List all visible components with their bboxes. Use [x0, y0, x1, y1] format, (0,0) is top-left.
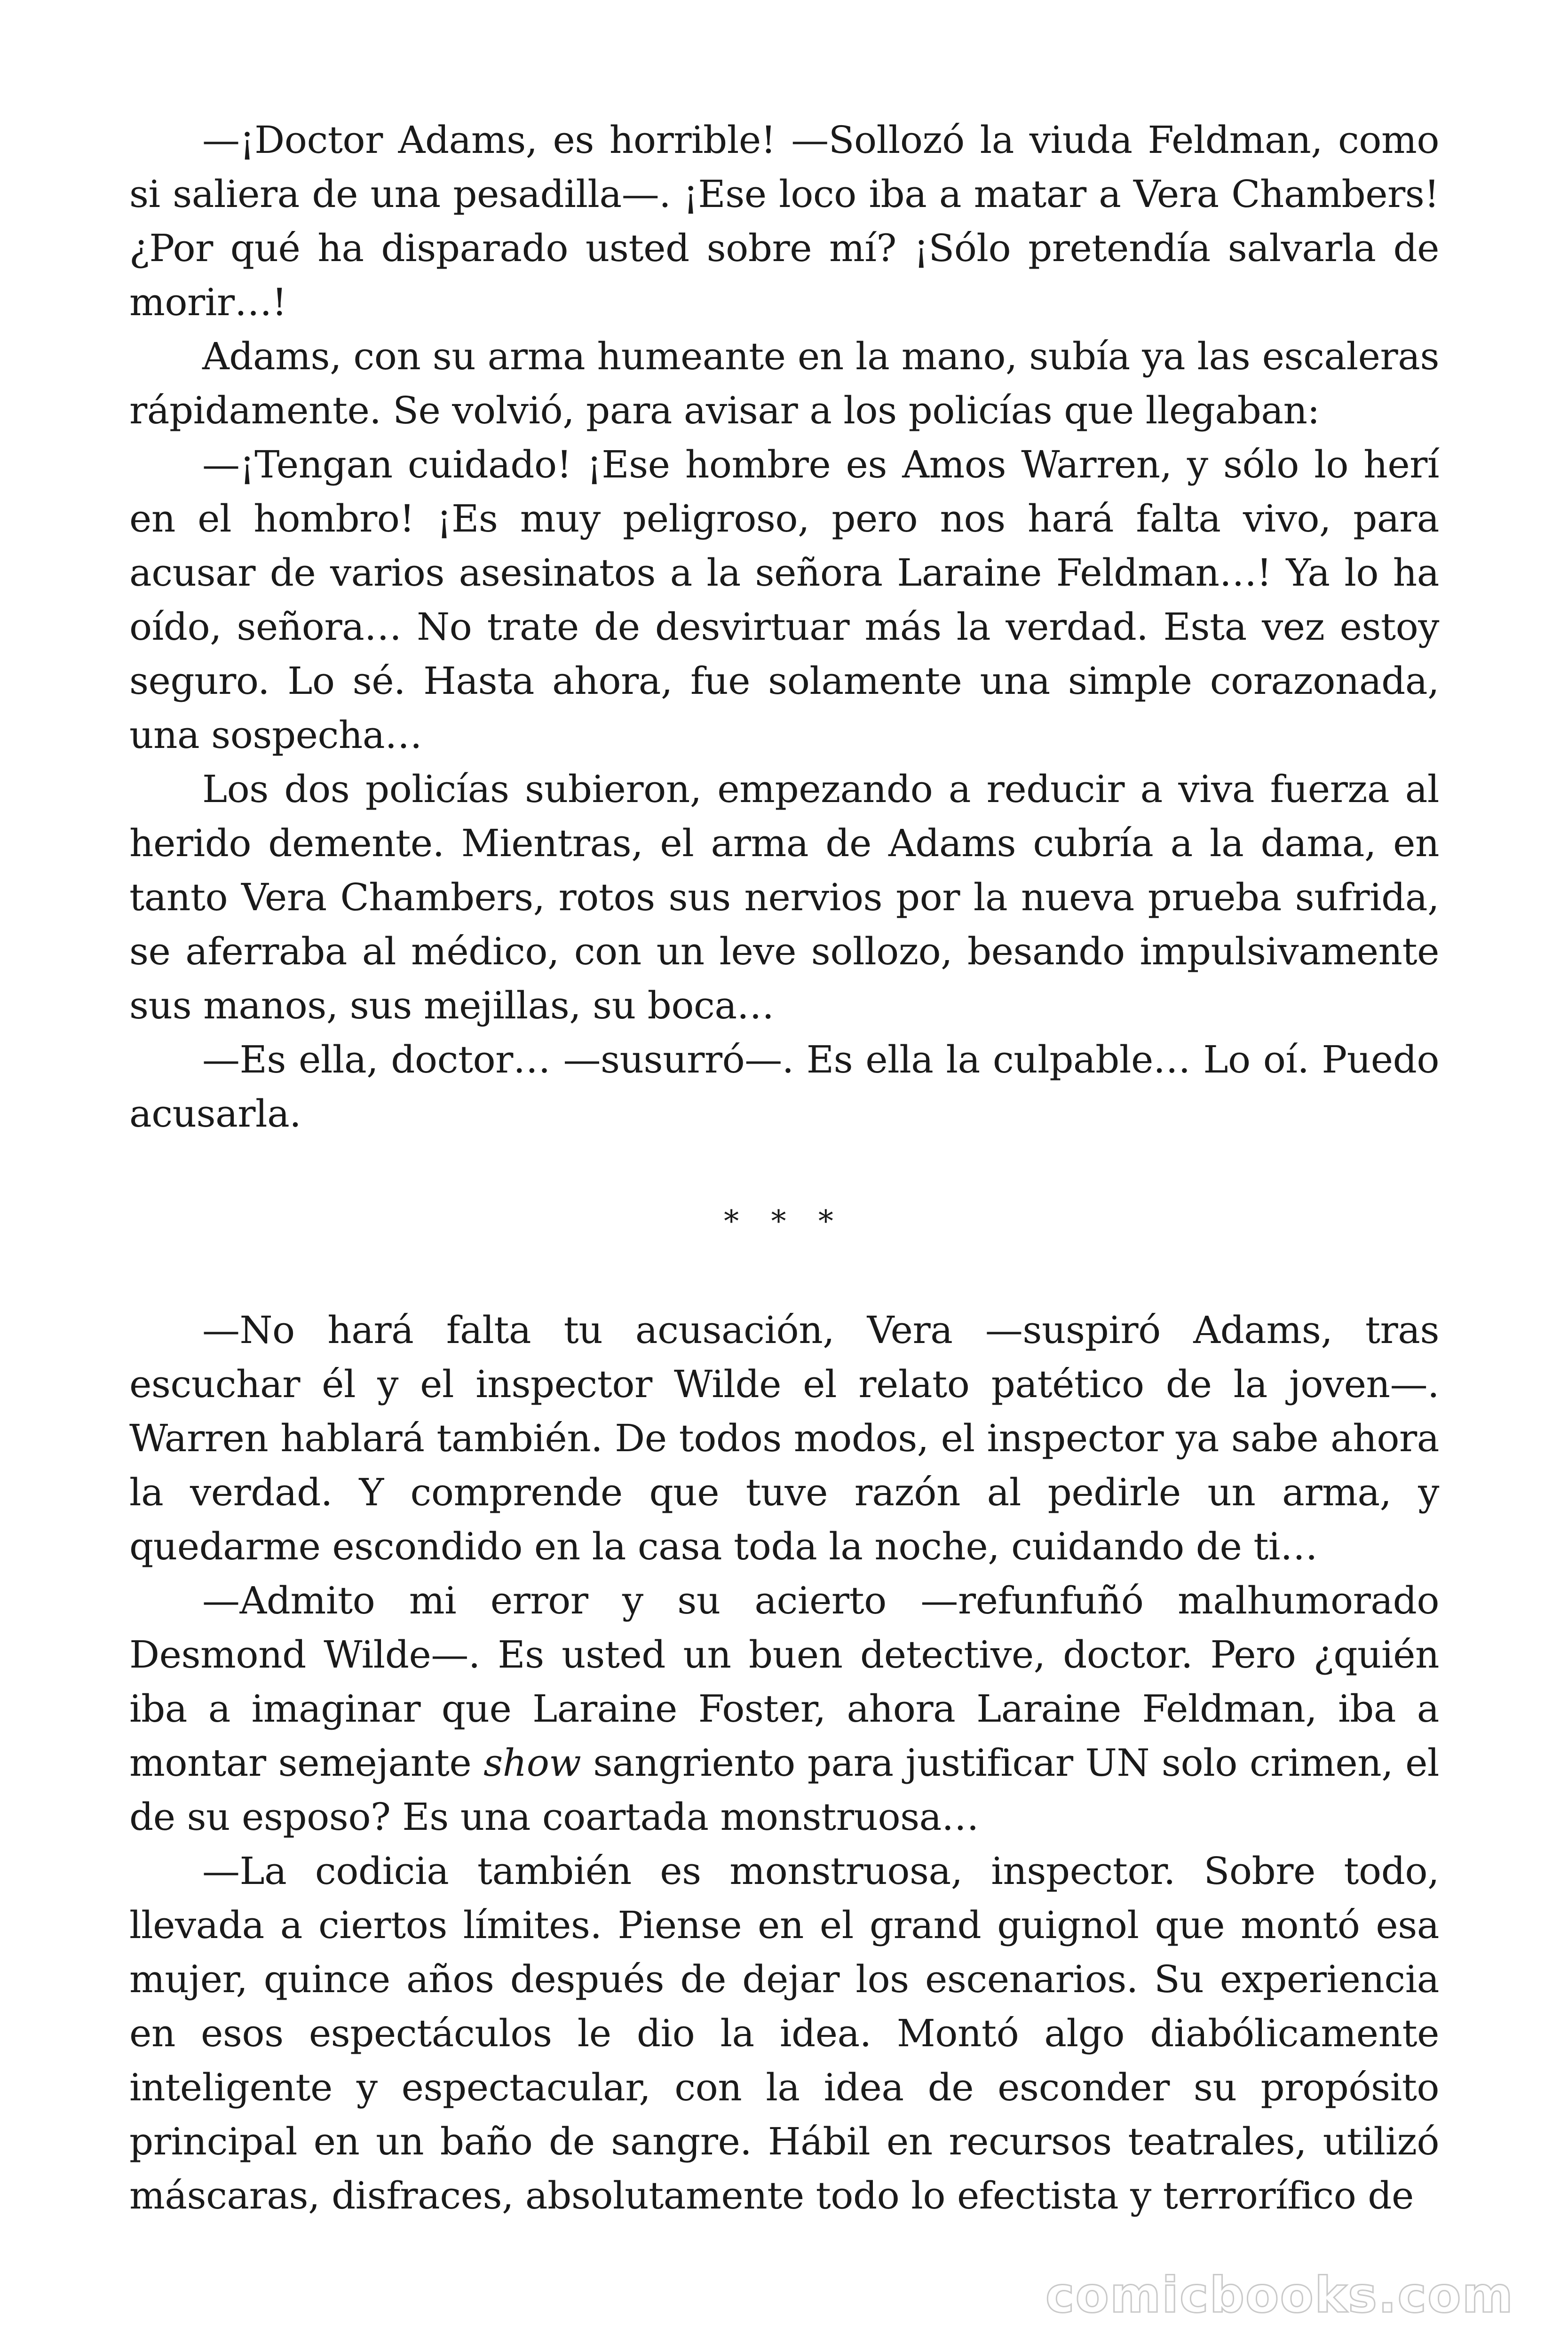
watermark-logo: comicbooks.com [1045, 2266, 1514, 2324]
paragraph-text: —¡Doctor Adams, es horrible! —Sollozó la viuda Feldman, como si saliera de una pesadilla—. ¡Ese loco iba a matar a Vera Chambers! ¿Por qué ha disparado usted sobre mí? ¡Sólo pretendía salvarla de morir…! [129, 118, 1439, 324]
book-page [129, 113, 1439, 2223]
paragraph-text: —La codicia también es monstruosa, inspector. Sobre todo, llevada a ciertos límites. Piense en el grand guignol que montó esa mujer, quince años después de dejar los escenarios. Su experiencia en esos espectáculos le dio la idea. Montó algo diabólicamente inteligente y espectacular, con la idea de esconder su propósito principal en un baño de sangre. Hábil en recursos teatrales, utilizó máscaras, disfraces, absolutamente todo lo efectista y terrorífico de [129, 1849, 1439, 2217]
paragraph-text: —No hará falta tu acusación, Vera —suspiró Adams, tras escuchar él y el inspector Wilde el relato patético de la joven—. Warren hablará también. De todos modos, el inspector ya sabe ahora la verdad. Y comprende que tuve razón al pedirle un arma, y quedarme escondido en la casa toda la noche, cuidando de ti… [129, 1308, 1439, 1568]
paragraph-text: —¡Tengan cuidado! ¡Ese hombre es Amos Warren, y sólo lo herí en el hombro! ¡Es muy peligroso, pero nos hará falta vivo, para acusar de varios asesinatos a la señora Laraine Feldman…! Ya lo ha oído, señora… No trate de desvirtuar más la verdad. Esta vez estoy seguro. Lo sé. Hasta ahora, fue solamente una simple corazonada, una sospecha… [129, 443, 1439, 757]
paragraph-text: sangriento para justificar UN solo crimen, el de su esposo? Es una coartada monstruosa… [129, 1741, 1440, 1839]
paragraph [129, 1844, 1439, 2223]
text-block-before-separator [129, 113, 1439, 1141]
paragraph [129, 1573, 1439, 1844]
section-separator: * * * [724, 1204, 845, 1239]
paragraph-text: —Admito mi error y su acierto —refunfuñó malhumorado Desmond Wilde—. Es usted un buen detective, doctor. Pero ¿quién iba a imaginar que Laraine Foster, ahora Laraine Feldman, iba a montar semejante [129, 1579, 1439, 1785]
paragraph-text: Los dos policías subieron, empezando a reducir a viva fuerza al herido demente. Mientras, el arma de Adams cubría a la dama, en tanto Vera Chambers, rotos sus nervios por la nueva prueba sufrida, se aferraba al médico, con un leve sollozo, besando impulsivamente sus manos, sus mejillas, su boca… [129, 767, 1439, 1027]
paragraph-text: Adams, con su arma humeante en la mano, subía ya las escaleras rápidamente. Se volvió, para avisar a los policías que llegaban: [129, 334, 1439, 432]
italic-text: show [483, 1741, 581, 1785]
paragraph [129, 437, 1439, 762]
paragraph [129, 1033, 1439, 1141]
text-block-after-separator [129, 1303, 1439, 2223]
paragraph-text: —Es ella, doctor… —susurró—. Es ella la culpable… Lo oí. Puedo acusarla. [129, 1038, 1439, 1136]
paragraph [129, 762, 1439, 1033]
paragraph [129, 113, 1439, 329]
paragraph [129, 1303, 1439, 1573]
paragraph [129, 329, 1439, 437]
